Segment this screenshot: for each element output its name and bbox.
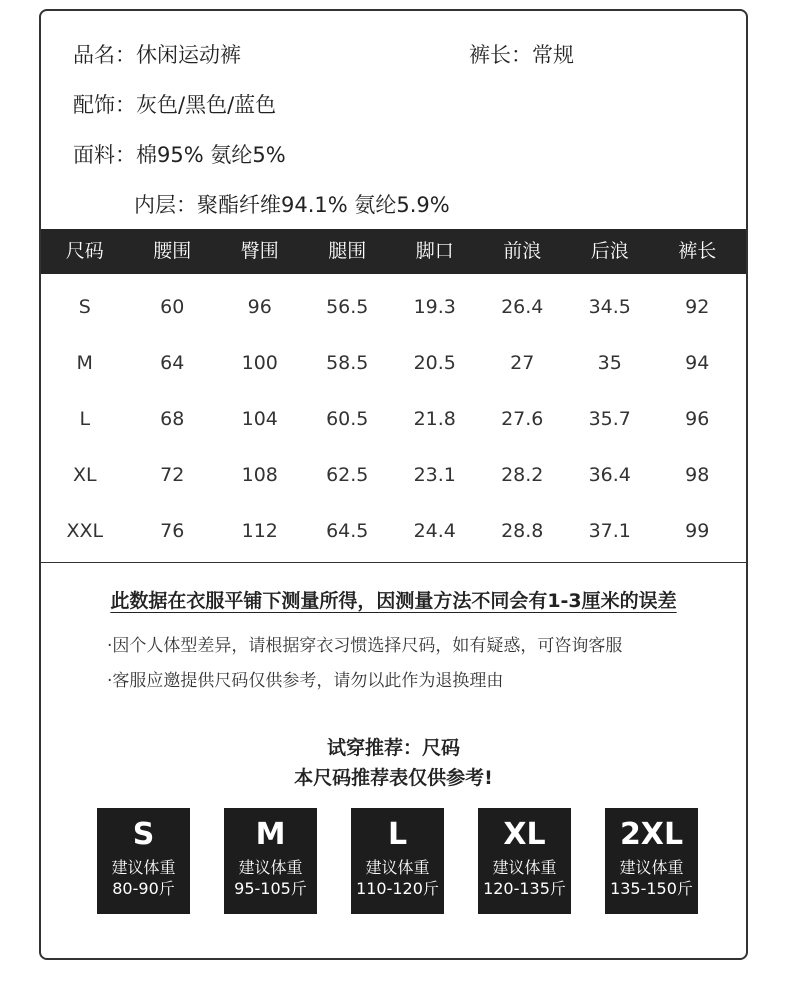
box-size: M [255, 817, 286, 852]
colors-value: 灰色/黑色/蓝色 [136, 93, 277, 117]
box-label: 建议体重 [619, 858, 684, 877]
box-label: 建议体重 [365, 858, 430, 877]
table-row [41, 279, 746, 335]
table-cell: 27 [510, 352, 535, 374]
table-cell: 92 [685, 296, 710, 318]
colors-row [73, 89, 276, 119]
box-weight: 80-90斤 [112, 879, 175, 898]
table-cell: 28.8 [501, 520, 544, 542]
weight-recommendation-list [41, 808, 746, 914]
table-cell: 108 [241, 464, 278, 486]
box-weight: 135-150斤 [610, 879, 693, 898]
table-cell: S [78, 296, 91, 318]
table-cell: 64.5 [326, 520, 369, 542]
box-weight: 120-135斤 [483, 879, 566, 898]
product-name-label: 品名： [73, 43, 136, 67]
colors-label: 配饰： [73, 93, 136, 117]
table-cell: 34.5 [588, 296, 631, 318]
fabric-row [73, 139, 286, 169]
table-cell: 21.8 [413, 408, 456, 430]
box-size: XL [503, 817, 546, 852]
table-cell: XL [72, 464, 97, 486]
table-cell: 72 [160, 464, 185, 486]
tip-2: ·客服应邀提供尺码仅供参考，请勿以此作为退换理由 [107, 671, 504, 691]
table-cell: 28.2 [501, 464, 544, 486]
table-header-cell: 前浪 [503, 240, 542, 262]
pants-length-value: 常规 [532, 43, 574, 67]
size-weight-box [224, 808, 317, 914]
recommend-subtitle: 本尺码推荐表仅供参考! [294, 767, 493, 789]
table-cell: 23.1 [413, 464, 456, 486]
box-label: 建议体重 [492, 858, 557, 877]
table-cell: L [79, 408, 91, 430]
table-cell: 27.6 [501, 408, 544, 430]
measurement-note [41, 586, 746, 613]
table-cell: 64 [160, 352, 185, 374]
size-weight-box [351, 808, 444, 914]
measurement-note-text: 此数据在衣服平铺下测量所得，因测量方法不同会有1-3厘米的误差 [110, 590, 677, 612]
divider [41, 562, 746, 563]
table-cell: 62.5 [326, 464, 369, 486]
table-cell: 112 [241, 520, 278, 542]
table-cell: 104 [241, 408, 278, 430]
table-cell: 58.5 [326, 352, 369, 374]
table-row [41, 335, 746, 391]
table-cell: 20.5 [413, 352, 456, 374]
fabric-value: 棉95% 氨纶5% [136, 143, 286, 167]
table-cell: 96 [247, 296, 272, 318]
lining-value: 聚酯纤维94.1% 氨纶5.9% [197, 193, 450, 217]
table-cell: 94 [685, 352, 710, 374]
table-cell: 96 [685, 408, 710, 430]
size-table-header [41, 229, 746, 274]
table-header-cell: 脚口 [415, 240, 454, 262]
size-weight-box [478, 808, 571, 914]
box-weight: 110-120斤 [356, 879, 439, 898]
table-cell: 35 [597, 352, 622, 374]
table-header-cell: 臀围 [240, 240, 279, 262]
size-weight-box [605, 808, 698, 914]
recommend-title: 试穿推荐：尺码 [326, 737, 460, 759]
table-header-cell: 腰围 [153, 240, 192, 262]
table-header-cell: 裤长 [678, 240, 717, 262]
table-cell: 56.5 [326, 296, 369, 318]
table-cell: 100 [241, 352, 278, 374]
table-cell: 60.5 [326, 408, 369, 430]
lining-row [134, 189, 450, 219]
table-cell: 76 [160, 520, 185, 542]
table-cell: 36.4 [588, 464, 631, 486]
table-header-cell: 后浪 [590, 240, 629, 262]
box-size: S [132, 817, 155, 852]
table-cell: 26.4 [501, 296, 544, 318]
size-chart-card [39, 9, 748, 960]
table-cell: M [76, 352, 93, 374]
table-cell: 60 [160, 296, 185, 318]
box-weight: 95-105斤 [234, 879, 307, 898]
table-cell: 99 [685, 520, 710, 542]
table-row [41, 391, 746, 447]
box-size: 2XL [619, 817, 684, 852]
box-label: 建议体重 [111, 858, 176, 877]
lining-label: 内层： [134, 193, 197, 217]
pants-length-label: 裤长： [469, 43, 532, 67]
table-row [41, 503, 746, 559]
box-label: 建议体重 [238, 858, 303, 877]
table-cell: 37.1 [588, 520, 631, 542]
table-cell: 19.3 [413, 296, 456, 318]
product-name-row [73, 39, 241, 69]
product-name-value: 休闲运动裤 [136, 43, 241, 67]
size-weight-box [97, 808, 190, 914]
pants-length-row [469, 39, 574, 69]
table-row [41, 447, 746, 503]
table-cell: 68 [160, 408, 185, 430]
table-cell: 24.4 [413, 520, 456, 542]
fabric-label: 面料： [73, 143, 136, 167]
tip-1: ·因个人体型差异，请根据穿衣习惯选择尺码，如有疑惑，可咨询客服 [107, 636, 623, 656]
table-header-cell: 腿围 [328, 240, 367, 262]
table-cell: 98 [685, 464, 710, 486]
table-cell: 35.7 [588, 408, 631, 430]
table-cell: XXL [66, 520, 104, 542]
table-header-cell: 尺码 [65, 240, 104, 262]
box-size: L [387, 817, 408, 852]
size-table-body [41, 279, 746, 559]
